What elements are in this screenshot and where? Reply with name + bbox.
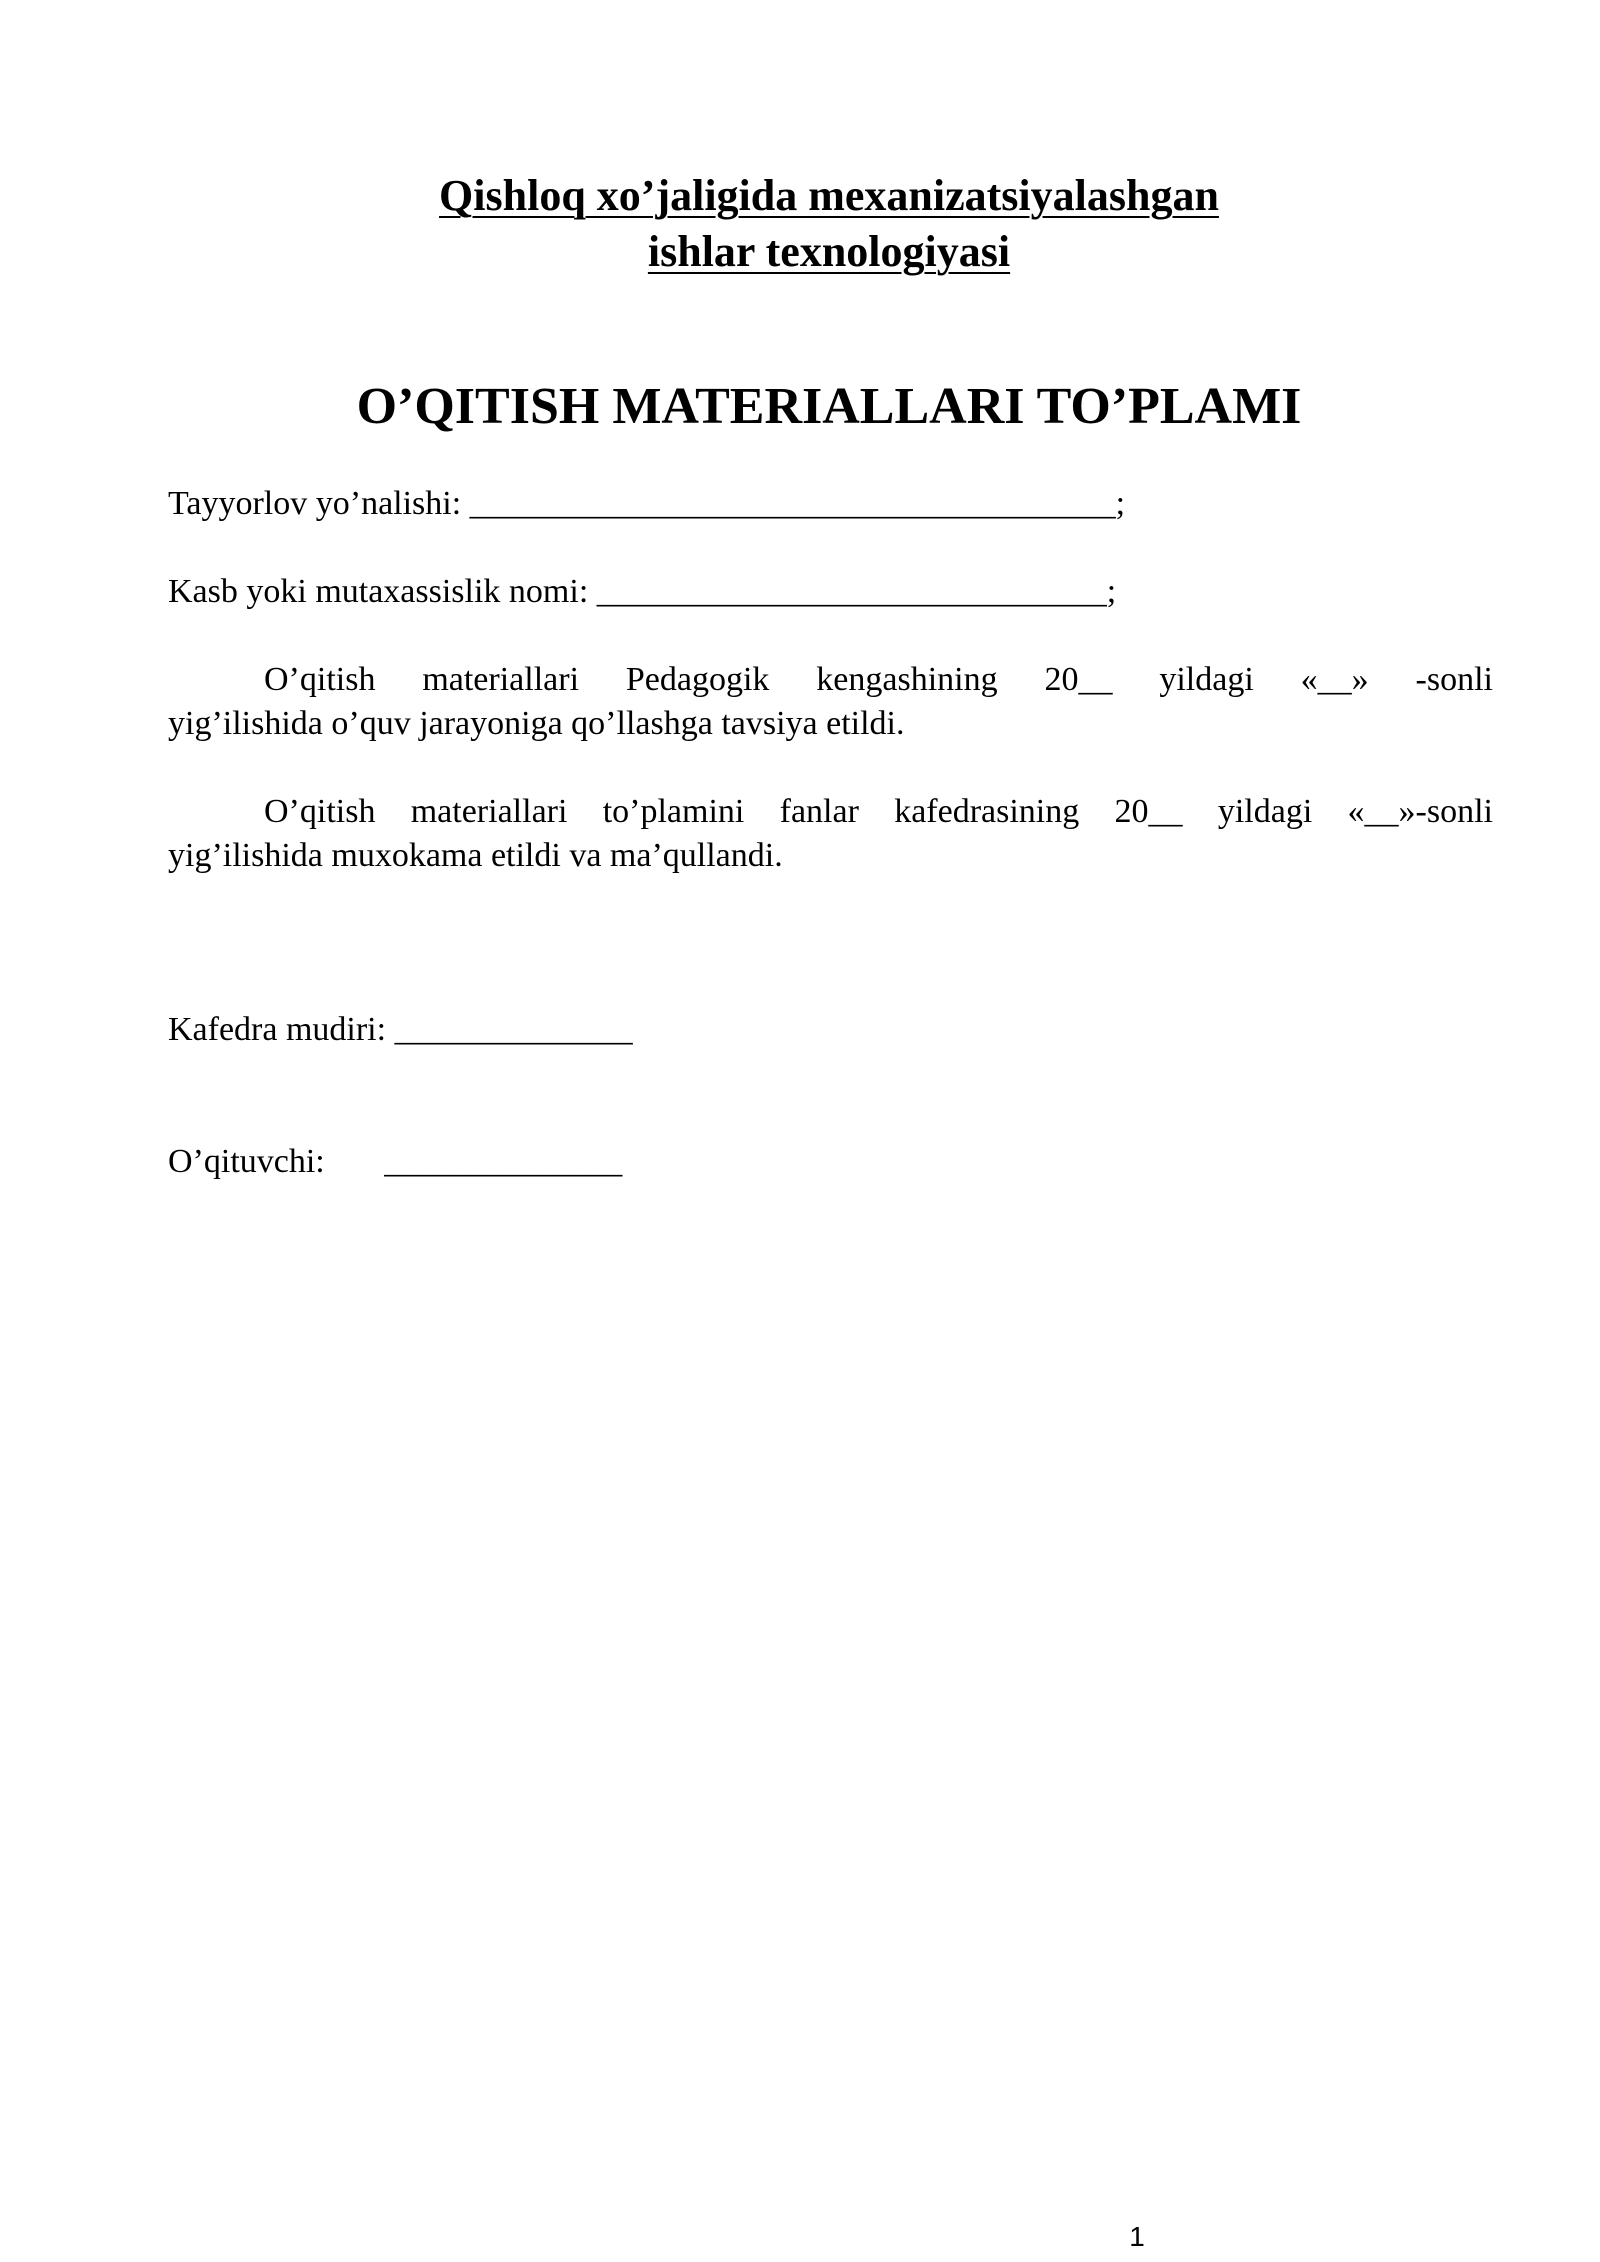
discussion-paragraph bbox=[168, 790, 1493, 878]
document-title: O’QITISH MATERIALLARI TO’PLAMI bbox=[356, 378, 1302, 435]
specialty-field: Kasb yoki mutaxassislik nomi: ______________________________; bbox=[168, 573, 1117, 610]
page-number: 1 bbox=[1129, 2221, 1145, 2252]
approval-paragraph-line1: O’qitish materiallari Pedagogik kengashining 20__ yildagi «__» -sonli bbox=[264, 661, 1493, 698]
discussion-paragraph-line1: O’qitish materiallari to’plamini fanlar kafedrasining 20__ yildagi «__»-sonli bbox=[264, 793, 1493, 830]
approval-paragraph bbox=[168, 658, 1493, 746]
discussion-paragraph-line2: yig’ilishida muxokama etildi va ma’qullandi. bbox=[168, 837, 783, 874]
subject-title-line1: Qishloq xo’jaligida mexanizatsiyalashgan bbox=[439, 171, 1219, 220]
head-of-department-signature: Kafedra mudiri: ______________ bbox=[168, 1011, 633, 1048]
direction-field: Tayyorlov yo’nalishi: ______________________________________; bbox=[168, 485, 1126, 522]
teacher-signature: O’qituvchi: ______________ bbox=[168, 1143, 623, 1180]
subject-title-line2: ishlar texnologiyasi bbox=[647, 227, 1011, 276]
approval-paragraph-line2: yig’ilishida o’quv jarayoniga qo’llashga tavsiya etildi. bbox=[168, 705, 905, 742]
